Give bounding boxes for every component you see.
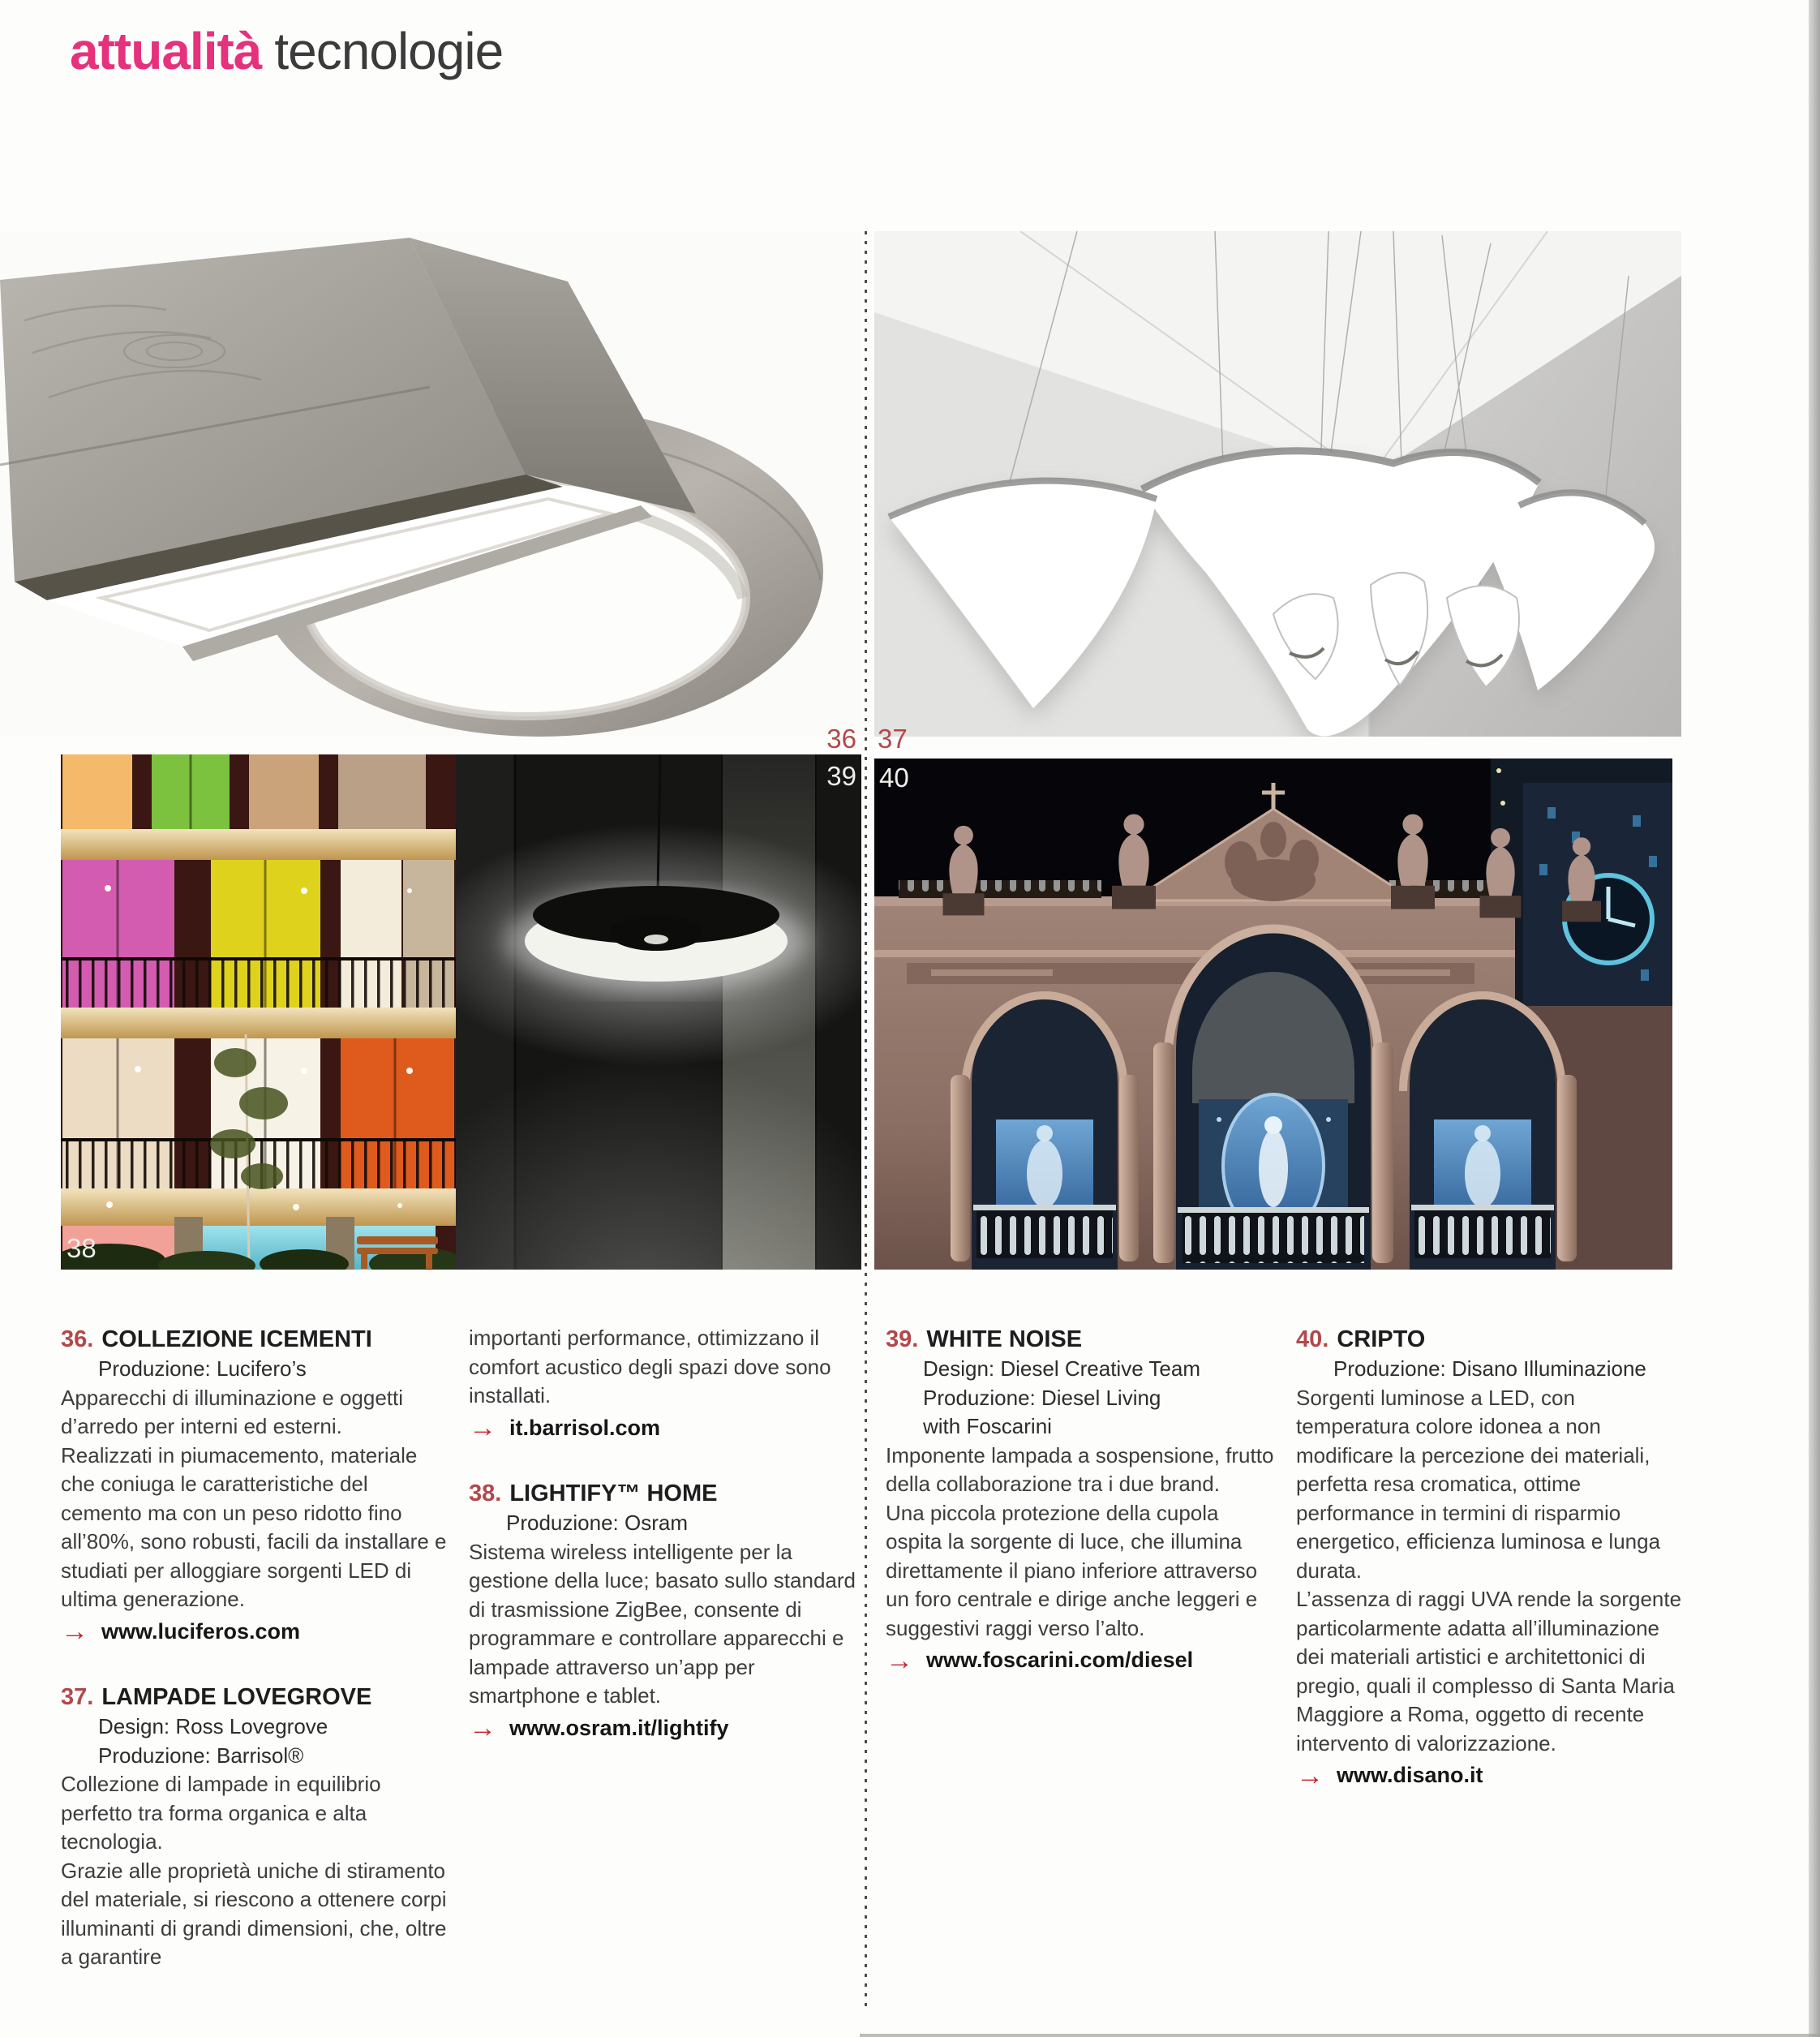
article-whitenoise xyxy=(886,1324,1278,1675)
photo-icementi-concrete-lamps xyxy=(0,231,861,737)
article-column-2 xyxy=(469,1324,861,1778)
article-number: 40. xyxy=(1296,1326,1329,1352)
article-title: 37. LAMPADE LOVEGROVE xyxy=(61,1684,372,1710)
article-credit: Produzione: Osram xyxy=(506,1511,688,1535)
facade-windows xyxy=(61,754,456,1270)
article-link: www.disano.it xyxy=(1337,1763,1483,1787)
article-link-row xyxy=(469,1414,861,1443)
article-title: 36. COLLEZIONE ICEMENTI xyxy=(61,1326,372,1352)
article-link-row xyxy=(886,1646,1278,1675)
photo-lightify-colored-facade xyxy=(61,754,456,1270)
article-icementi xyxy=(61,1324,453,1646)
article-paragraph: Sistema wireless intelligente per la gestione della luce; basato sullo standard di trasmissione ZigBee, consente di programmare e controllare apparecchi e lampade attraverso un’app per smartphone e tablet. xyxy=(469,1539,856,1708)
scan-page-edge xyxy=(1809,0,1820,2037)
section-topic: tecnologie xyxy=(274,22,504,80)
arrow-right-icon: → xyxy=(469,1412,496,1444)
article-title: 39. WHITE NOISE xyxy=(886,1326,1083,1352)
article-credit: Design: Ross Lovegrove xyxy=(98,1714,328,1738)
figure-number-38: 38 xyxy=(67,1233,97,1263)
article-paragraph: Una piccola protezione della cupola ospita la sorgente di luce, che illumina direttamente il piano inferiore attraverso un foro centrale e dirige anche leggeri e suggestivi raggi verso l’alto. xyxy=(886,1500,1258,1640)
photo-white-noise-pendant-lamp xyxy=(456,754,861,1270)
article-paragraph: L’assenza di raggi UVA rende la sorgente particolarmente adatta all’illuminazione dei materiali artistici e architettonici di pregio, quali il complesso di Santa Maria Maggiore a Roma, oggetto di recente intervento di valorizzazione. xyxy=(1296,1587,1682,1756)
article-cripto xyxy=(1296,1324,1689,1790)
page-header xyxy=(70,21,503,81)
article-credit: Produzione: Diesel Living xyxy=(923,1385,1161,1410)
article-paragraph: Imponente lampada a sospensione, frutto della collaborazione tra i due brand. xyxy=(886,1442,1274,1496)
arrow-right-icon: → xyxy=(1296,1760,1324,1791)
article-link-row xyxy=(61,1618,453,1647)
article-link: www.foscarini.com/diesel xyxy=(926,1648,1194,1672)
scan-bottom-line xyxy=(860,2034,1820,2037)
photo-lovegrove-organic-lamps xyxy=(874,231,1681,737)
article-credit: with Foscarini xyxy=(923,1414,1052,1438)
article-credit: Produzione: Lucifero’s xyxy=(98,1356,307,1381)
article-credit: Produzione: Disano Illuminazione xyxy=(1333,1356,1646,1381)
arrow-right-icon: → xyxy=(61,1616,88,1648)
photo-cripto-basilica-night xyxy=(874,759,1672,1270)
figure-number-37: 37 xyxy=(878,724,908,754)
article-paragraph: Sorgenti luminose a LED, con temperatura colore idonea a non modificare la percezione dei materiali, perfetta resa cromatica, ottime performance in termini di risparmio energetico, efficienza luminosa e lunga durata. xyxy=(1296,1385,1661,1583)
article-credit: Design: Diesel Creative Team xyxy=(923,1356,1200,1381)
article-paragraph: Realizzati in piumacemento, materiale che coniuga le caratteristiche del cemento ma con un peso ridotto fino all’80%, sono robusti, facili da installare e studiati per alloggiare sorgenti LED di ultima generazione. xyxy=(61,1442,447,1611)
article-column-1 xyxy=(61,1324,453,2008)
article-number: 36. xyxy=(61,1326,94,1352)
article-link: www.luciferos.com xyxy=(101,1618,301,1644)
article-link: www.osram.it/lightify xyxy=(509,1715,729,1740)
article-paragraph: Apparecchi di illuminazione e oggetti d’arredo per interni ed esterni. xyxy=(61,1385,404,1438)
article-link-row xyxy=(469,1714,861,1743)
article-number: 38. xyxy=(469,1480,502,1506)
dotted-column-divider xyxy=(865,231,867,2013)
article-number: 39. xyxy=(886,1326,919,1352)
figure-number-39: 39 xyxy=(826,761,856,791)
article-column-4 xyxy=(1296,1324,1689,1826)
article-number: 37. xyxy=(61,1684,94,1710)
article-lovegrove-continuation xyxy=(469,1324,861,1442)
article-paragraph: importanti performance, ottimizzano il comfort acustico degli spazi dove sono installati. xyxy=(469,1326,831,1407)
section-kicker: attualità xyxy=(70,22,262,80)
figure-number-36: 36 xyxy=(826,724,856,754)
article-column-3 xyxy=(886,1324,1278,1711)
article-title: 38. LIGHTIFY™ HOME xyxy=(469,1480,718,1506)
figure-number-40: 40 xyxy=(879,763,909,793)
article-credit: Produzione: Barrisol® xyxy=(98,1743,304,1768)
article-link: it.barrisol.com xyxy=(509,1415,661,1440)
article-title: 40. CRIPTO xyxy=(1296,1326,1426,1352)
article-lovegrove xyxy=(61,1682,453,1972)
article-link-row xyxy=(1296,1761,1689,1790)
article-lightify xyxy=(469,1478,861,1743)
article-paragraph: Collezione di lampade in equilibrio perfetto tra forma organica e alta tecnologia. xyxy=(61,1772,381,1854)
arrow-right-icon: → xyxy=(886,1644,913,1676)
article-paragraph: Grazie alle proprietà uniche di stiramento del materiale, si riescono a ottenere corpi illuminanti di grandi dimensioni, che, oltre a garantire xyxy=(61,1858,447,1969)
arrow-right-icon: → xyxy=(469,1713,496,1744)
